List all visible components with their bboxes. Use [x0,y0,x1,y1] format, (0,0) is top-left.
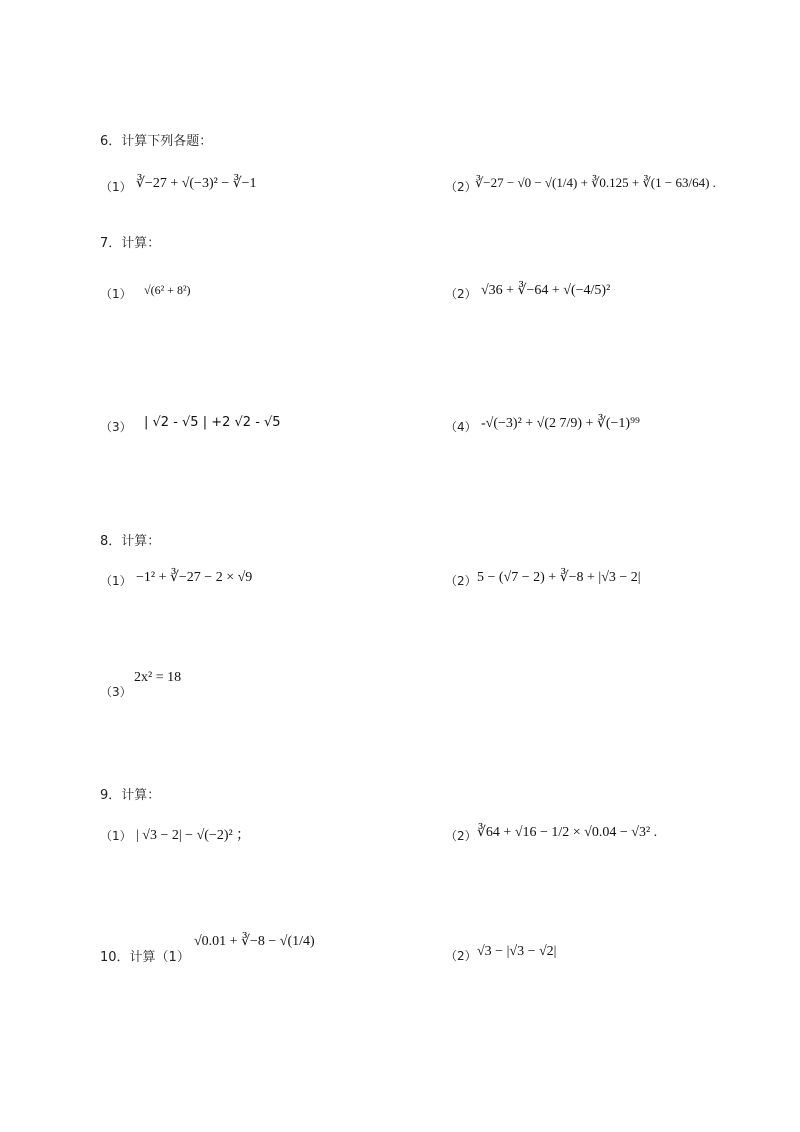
q6-title: 6．计算下列各题： [100,134,213,149]
q10-part2-expression: √3 − |√3 − √2| [477,944,557,959]
q8-part3-label: （3） [100,685,132,699]
q8-part1-label: （1） [100,574,132,588]
q8-part2-expression: 5 − (√7 − 2) + ∛−8 + |√3 − 2| [477,570,641,585]
q6-part2-label: （2） [445,180,477,194]
q7-part2-expression: √36 + ∛−64 + √(−4/5)² [481,283,611,298]
q8-part1-expression: −1² + ∛−27 − 2 × √9 [136,570,253,585]
q8-part3-expression: 2x² = 18 [134,670,182,685]
q8-part2-label: （2） [445,574,477,588]
q6-part2-expression: ∛−27 − √0 − √(1/4) + ∛0.125 + ∛(1 − 63/64) . [475,175,716,190]
q9-title: 9．计算： [100,788,161,803]
q8-title: 8．计算： [100,534,161,549]
q7-part1-expression: √(6² + 8²) [144,283,191,297]
q7-part2-label: （2） [445,287,477,301]
q9-part2-expression: ∛64 + √16 − 1/2 × √0.04 − √3² . [477,825,658,840]
q7-part1-label: （1） [100,287,132,301]
q6-part1-label: （1） [100,180,132,194]
q10-part2-label: （2） [445,949,477,963]
q7-part4-expression: -√(−3)² + √(2 7/9) + ∛(−1)⁹⁹ [481,416,640,431]
q7-part3-expression: | √2 - √5 | +2 √2 - √5 [144,415,281,430]
q7-title: 7．计算： [100,236,161,251]
q10-title: 10．计算（1） [100,950,190,965]
q7-part3-label: （3） [100,420,132,434]
q9-part1-expression: | √3 − 2| − √(−2)² ； [136,828,251,843]
q7-part4-label: （4） [445,420,477,434]
q10-part1-expression: √0.01 + ∛−8 − √(1/4) [194,934,315,949]
q6-part1-expression: ∛−27 + √(−3)² − ∛−1 [136,176,257,191]
q9-part2-label: （2） [445,829,477,843]
q9-part1-label: （1） [100,829,132,843]
